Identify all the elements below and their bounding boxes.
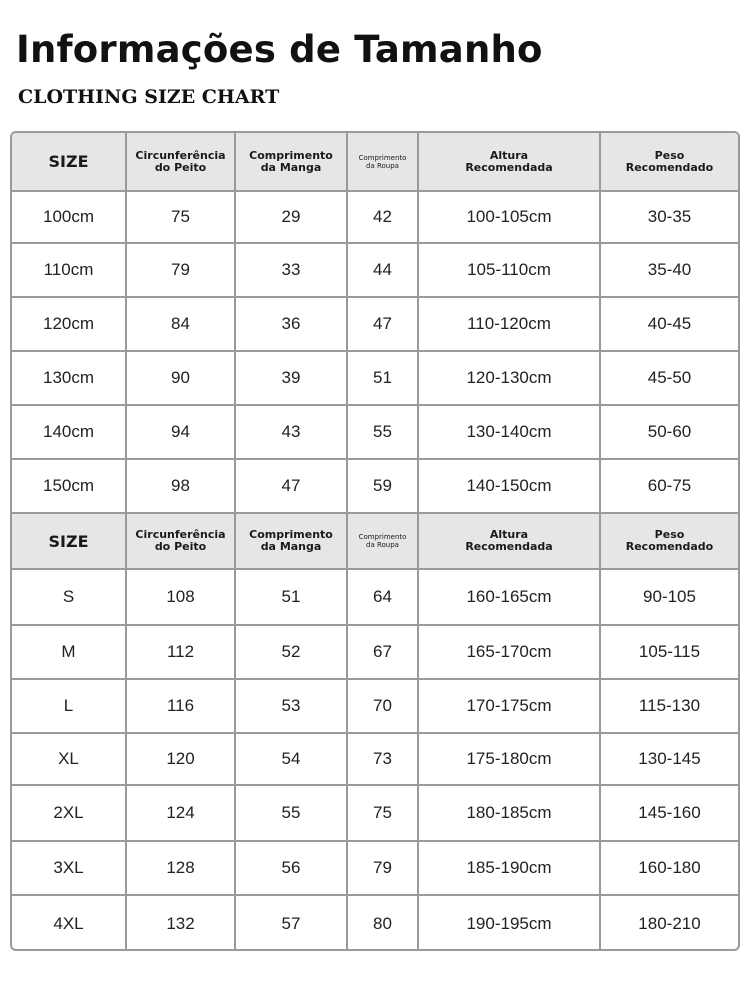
cell-chest: 98: [126, 459, 235, 513]
cell-size: 3XL: [12, 841, 126, 895]
cell-length: 79: [347, 841, 418, 895]
cell-weight: 105-115: [600, 625, 738, 679]
cell-height: 160-165cm: [418, 569, 600, 625]
table-row: [12, 297, 738, 351]
header-weight: Peso Recomendado: [600, 133, 738, 191]
table-row: [12, 895, 738, 951]
page-subtitle: CLOTHING SIZE CHART: [18, 86, 280, 108]
cell-size: 120cm: [12, 297, 126, 351]
cell-chest: 84: [126, 297, 235, 351]
cell-chest: 124: [126, 785, 235, 841]
cell-size: 150cm: [12, 459, 126, 513]
cell-weight: 60-75: [600, 459, 738, 513]
cell-length: 75: [347, 785, 418, 841]
cell-height: 175-180cm: [418, 733, 600, 785]
header-height: Altura Recomendada: [418, 513, 600, 569]
cell-weight: 35-40: [600, 243, 738, 297]
cell-height: 110-120cm: [418, 297, 600, 351]
header-length: Comprimento da Roupa: [347, 133, 418, 191]
table-row: [12, 625, 738, 679]
cell-chest: 116: [126, 679, 235, 733]
cell-weight: 90-105: [600, 569, 738, 625]
cell-chest: 128: [126, 841, 235, 895]
cell-size: 100cm: [12, 191, 126, 243]
cell-length: 51: [347, 351, 418, 405]
cell-height: 165-170cm: [418, 625, 600, 679]
cell-length: 70: [347, 679, 418, 733]
size-chart: [10, 131, 740, 951]
page-title: Informações de Tamanho: [16, 28, 543, 71]
table-row: [12, 569, 738, 625]
size-table: [12, 133, 738, 951]
cell-height: 170-175cm: [418, 679, 600, 733]
header-height: Altura Recomendada: [418, 133, 600, 191]
cell-length: 47: [347, 297, 418, 351]
cell-size: S: [12, 569, 126, 625]
cell-sleeve: 54: [235, 733, 347, 785]
cell-sleeve: 53: [235, 679, 347, 733]
cell-length: 44: [347, 243, 418, 297]
cell-weight: 50-60: [600, 405, 738, 459]
cell-weight: 160-180: [600, 841, 738, 895]
header-size: SIZE: [12, 513, 126, 569]
cell-weight: 145-160: [600, 785, 738, 841]
cell-height: 130-140cm: [418, 405, 600, 459]
header-sleeve: Comprimento da Manga: [235, 513, 347, 569]
cell-height: 190-195cm: [418, 895, 600, 951]
cell-sleeve: 43: [235, 405, 347, 459]
cell-size: 110cm: [12, 243, 126, 297]
cell-size: L: [12, 679, 126, 733]
cell-length: 73: [347, 733, 418, 785]
cell-chest: 132: [126, 895, 235, 951]
header-length: Comprimento da Roupa: [347, 513, 418, 569]
cell-weight: 45-50: [600, 351, 738, 405]
cell-length: 67: [347, 625, 418, 679]
cell-length: 64: [347, 569, 418, 625]
cell-sleeve: 47: [235, 459, 347, 513]
cell-height: 185-190cm: [418, 841, 600, 895]
cell-chest: 94: [126, 405, 235, 459]
cell-chest: 112: [126, 625, 235, 679]
cell-sleeve: 55: [235, 785, 347, 841]
cell-size: 2XL: [12, 785, 126, 841]
cell-height: 140-150cm: [418, 459, 600, 513]
cell-size: M: [12, 625, 126, 679]
cell-chest: 108: [126, 569, 235, 625]
table-row: [12, 841, 738, 895]
table-row: [12, 459, 738, 513]
cell-chest: 75: [126, 191, 235, 243]
cell-weight: 115-130: [600, 679, 738, 733]
cell-weight: 130-145: [600, 733, 738, 785]
cell-height: 120-130cm: [418, 351, 600, 405]
cell-length: 59: [347, 459, 418, 513]
cell-size: 140cm: [12, 405, 126, 459]
header-size: SIZE: [12, 133, 126, 191]
table-row: [12, 351, 738, 405]
header-row-kids: [12, 133, 738, 191]
cell-length: 80: [347, 895, 418, 951]
cell-sleeve: 39: [235, 351, 347, 405]
cell-sleeve: 57: [235, 895, 347, 951]
cell-size: 4XL: [12, 895, 126, 951]
table-row: [12, 679, 738, 733]
cell-size: 130cm: [12, 351, 126, 405]
table-row: [12, 243, 738, 297]
cell-sleeve: 36: [235, 297, 347, 351]
cell-sleeve: 33: [235, 243, 347, 297]
header-chest: Circunferência do Peito: [126, 133, 235, 191]
table-row: [12, 191, 738, 243]
cell-size: XL: [12, 733, 126, 785]
cell-sleeve: 29: [235, 191, 347, 243]
table-row: [12, 733, 738, 785]
cell-weight: 180-210: [600, 895, 738, 951]
header-weight: Peso Recomendado: [600, 513, 738, 569]
table-row: [12, 785, 738, 841]
cell-height: 180-185cm: [418, 785, 600, 841]
cell-chest: 79: [126, 243, 235, 297]
header-row-adults: [12, 513, 738, 569]
cell-length: 42: [347, 191, 418, 243]
cell-weight: 40-45: [600, 297, 738, 351]
cell-sleeve: 51: [235, 569, 347, 625]
cell-sleeve: 52: [235, 625, 347, 679]
cell-chest: 90: [126, 351, 235, 405]
cell-height: 105-110cm: [418, 243, 600, 297]
header-sleeve: Comprimento da Manga: [235, 133, 347, 191]
cell-length: 55: [347, 405, 418, 459]
cell-height: 100-105cm: [418, 191, 600, 243]
cell-chest: 120: [126, 733, 235, 785]
header-chest: Circunferência do Peito: [126, 513, 235, 569]
cell-sleeve: 56: [235, 841, 347, 895]
cell-weight: 30-35: [600, 191, 738, 243]
table-row: [12, 405, 738, 459]
